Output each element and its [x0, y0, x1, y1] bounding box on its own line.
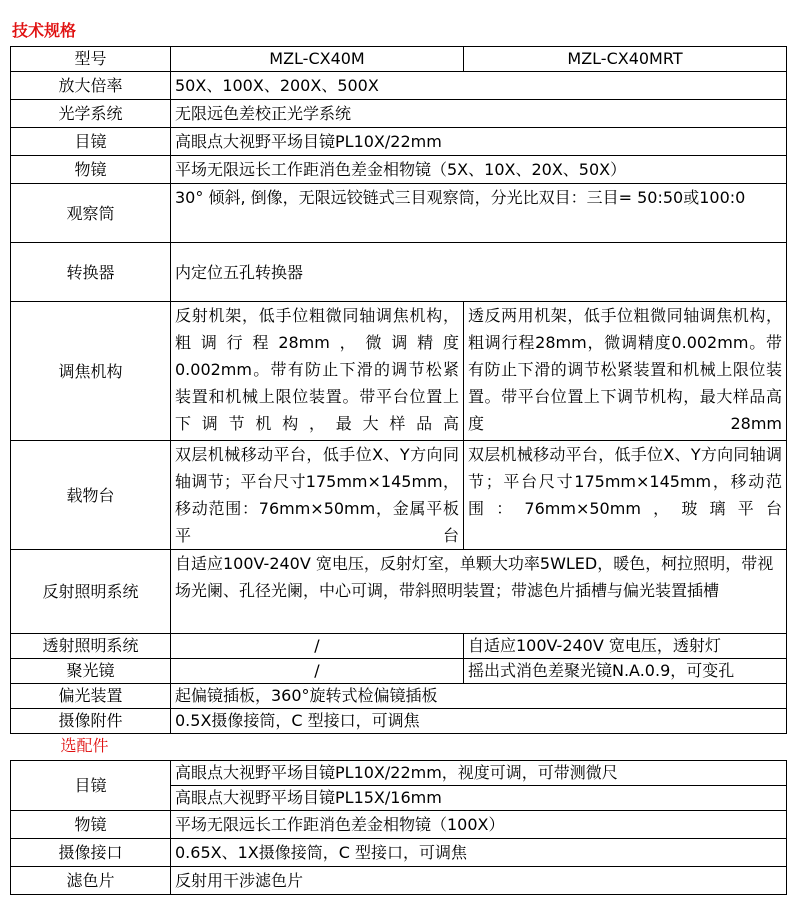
row-value: 内定位五孔转换器: [171, 243, 787, 302]
row-label: 光学系统: [11, 100, 171, 128]
row-value: 30° 倾斜, 倒像，无限远铰链式三目观察筒，分光比双目：三目= 50:50或100:0: [171, 184, 787, 243]
row-label: 透射照明系统: [11, 634, 171, 659]
table-row: [11, 867, 787, 895]
row-label: 偏光装置: [11, 684, 171, 709]
row-label: 物镜: [11, 156, 171, 184]
row-label: 摄像接口: [11, 839, 171, 867]
row-label: 目镜: [11, 761, 171, 811]
table-row: [11, 72, 787, 100]
model-b: MZL-CX40MRT: [464, 47, 787, 72]
model-label: 型号: [11, 47, 171, 72]
table-row: [11, 634, 787, 659]
section-title: 技术规格: [12, 21, 77, 40]
table-row: [11, 811, 787, 839]
optional-table: [10, 760, 787, 895]
focus-a: 反射机架，低手位粗微同轴调焦机构，粗调行程28mm，微调精度0.002mm。带有防止下滑的调节松紧装置和机械上限位装置。带平台位置上下调节机构，最大样品高: [171, 302, 464, 441]
table-row: [11, 761, 787, 786]
row-value: 0.5X摄像接筒，C 型接口，可调焦: [171, 709, 787, 734]
row-label: 聚光镜: [11, 659, 171, 684]
row-label: 目镜: [11, 128, 171, 156]
row-value: 自适应100V-240V 宽电压，反射灯室，单颗大功率5WLED，暖色，柯拉照明，带视场光阑、孔径光阑，中心可调，带斜照明装置；带滤色片插槽与偏光装置插槽: [171, 550, 787, 634]
table-row: [11, 734, 787, 759]
row-value: 高眼点大视野平场目镜PL15X/16mm: [171, 786, 787, 811]
table-row: [11, 47, 787, 72]
table-row: [11, 839, 787, 867]
row-label: 放大倍率: [11, 72, 171, 100]
table-row: [11, 550, 787, 634]
row-label: 反射照明系统: [11, 550, 171, 634]
table-row: [11, 243, 787, 302]
transmit-b: 自适应100V-240V 宽电压，透射灯: [464, 634, 787, 659]
row-value: 0.65X、1X摄像接筒，C 型接口，可调焦: [171, 839, 787, 867]
row-label: 载物台: [11, 441, 171, 550]
row-value: 起偏镜插板，360°旋转式检偏镜插板: [171, 684, 787, 709]
row-value: 50X、100X、200X、500X: [171, 72, 787, 100]
table-row: [11, 156, 787, 184]
row-value: 平场无限远长工作距消色差金相物镜（5X、10X、20X、50X）: [171, 156, 787, 184]
condenser-b: 摇出式消色差聚光镜N.A.0.9，可变孔: [464, 659, 787, 684]
table-row: [11, 709, 787, 734]
table-row: [11, 684, 787, 709]
stage-b: 双层机械移动平台，低手位X、Y方向同轴调节；平台尺寸175mm×145mm，移动范围：76mm×50mm，玻璃平台: [464, 441, 787, 550]
table-row: [11, 184, 787, 243]
spec-table: [10, 46, 787, 758]
row-label: 摄像附件: [11, 709, 171, 734]
stage-a: 双层机械移动平台，低手位X、Y方向同轴调节；平台尺寸175mm×145mm，移动范围：76mm×50mm，金属平板平台: [171, 441, 464, 550]
condenser-a: /: [171, 659, 464, 684]
row-value: 高眼点大视野平场目镜PL10X/22mm，视度可调，可带测微尺: [171, 761, 787, 786]
table-row: [11, 100, 787, 128]
row-value: 平场无限远长工作距消色差金相物镜（100X）: [171, 811, 787, 839]
row-label: 物镜: [11, 811, 171, 839]
optional-title: 选配件: [60, 736, 109, 755]
table-row: [11, 659, 787, 684]
row-value: 反射用干涉滤色片: [171, 867, 787, 895]
focus-b: 透反两用机架，低手位粗微同轴调焦机构，粗调行程28mm，微调精度0.002mm。带有防止下滑的调节松紧装置和机械上限位装置。带平台位置上下调节机构，最大样品高度28mm: [464, 302, 787, 441]
row-label: 调焦机构: [11, 302, 171, 441]
table-row: [11, 441, 787, 550]
table-row: [11, 128, 787, 156]
row-value: 高眼点大视野平场目镜PL10X/22mm: [171, 128, 787, 156]
table-row: [11, 302, 787, 441]
row-label: 转换器: [11, 243, 171, 302]
transmit-a: /: [171, 634, 464, 659]
model-a: MZL-CX40M: [171, 47, 464, 72]
row-label: 滤色片: [11, 867, 171, 895]
row-value: 无限远色差校正光学系统: [171, 100, 787, 128]
row-label: 观察筒: [11, 184, 171, 243]
